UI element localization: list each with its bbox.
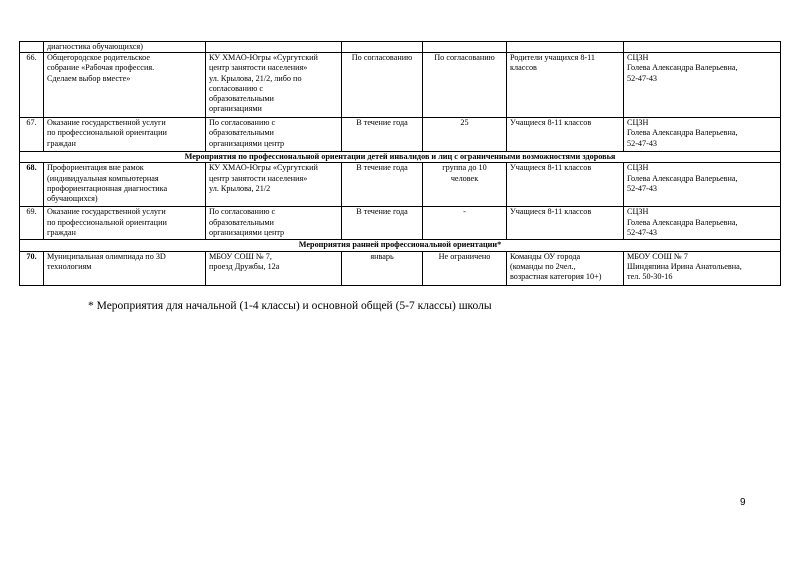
section-header-row bbox=[20, 152, 781, 163]
cell-event: Муниципальная олимпиада по 3D технологиям bbox=[44, 251, 206, 285]
cell-date: январь bbox=[342, 251, 423, 285]
cell-participants: Родители учащихся 8-11 классов bbox=[507, 53, 624, 118]
table-row-67 bbox=[20, 118, 781, 152]
cell-event: диагностика обучающихся) bbox=[44, 42, 206, 53]
section-header-row bbox=[20, 240, 781, 251]
cell-num: 66. bbox=[20, 53, 44, 118]
cell-participants: Команды ОУ города (команды по 2чел., возрастная категория 10+) bbox=[507, 251, 624, 285]
table-row-66 bbox=[20, 53, 781, 118]
cell-num: 68. bbox=[20, 163, 44, 207]
cell-responsible: СЦЗН Голева Александра Валерьевна, 52-47-43 bbox=[624, 207, 781, 240]
table-row-continuation bbox=[20, 42, 781, 53]
table-row-68 bbox=[20, 163, 781, 207]
cell-participants: Учащиеся 8-11 классов bbox=[507, 207, 624, 240]
cell-date: В течение года bbox=[342, 163, 423, 207]
cell-count: Не ограничено bbox=[423, 251, 507, 285]
footnote: * Мероприятия для начальной (1-4 классы) и основной общей (5-7 классы) школы bbox=[88, 300, 492, 312]
cell-count: группа до 10 человек bbox=[423, 163, 507, 207]
cell-event: Оказание государственной услуги по профессиональной ориентации граждан bbox=[44, 207, 206, 240]
cell-event: Профориентация вне рамок (индивидуальная компьютерная профориентационная диагностика обучающихся) bbox=[44, 163, 206, 207]
cell-num bbox=[20, 42, 44, 53]
cell-event: Оказание государственной услуги по профессиональной ориентации граждан bbox=[44, 118, 206, 152]
table-row-69 bbox=[20, 207, 781, 240]
cell-responsible bbox=[624, 42, 781, 53]
cell-responsible: СЦЗН Голева Александра Валерьевна, 52-47-43 bbox=[624, 53, 781, 118]
cell-place: МБОУ СОШ № 7, проезд Дружбы, 12а bbox=[206, 251, 342, 285]
cell-count: 25 bbox=[423, 118, 507, 152]
cell-participants: Учащиеся 8-11 классов bbox=[507, 163, 624, 207]
table-row-70 bbox=[20, 251, 781, 285]
cell-date: В течение года bbox=[342, 118, 423, 152]
cell-responsible: МБОУ СОШ № 7 Шиндяпина Ирина Анатольевна, тел. 50-30-16 bbox=[624, 251, 781, 285]
section-title-early: Мероприятия ранней профессиональной ориентации* bbox=[20, 240, 781, 251]
cell-place: По согласованию с образовательными организациями центр bbox=[206, 118, 342, 152]
cell-count bbox=[423, 42, 507, 53]
cell-count: По согласованию bbox=[423, 53, 507, 118]
page-number: 9 bbox=[740, 497, 746, 508]
cell-date: По согласованию bbox=[342, 53, 423, 118]
cell-responsible: СЦЗН Голева Александра Валерьевна, 52-47-43 bbox=[624, 163, 781, 207]
section-title-disabled: Мероприятия по профессиональной ориентации детей инвалидов и лиц с ограниченными возможностями здоровья bbox=[20, 152, 781, 163]
cell-date: В течение года bbox=[342, 207, 423, 240]
cell-count: - bbox=[423, 207, 507, 240]
cell-responsible: СЦЗН Голева Александра Валерьевна, 52-47-43 bbox=[624, 118, 781, 152]
cell-date bbox=[342, 42, 423, 53]
cell-place bbox=[206, 42, 342, 53]
events-table bbox=[19, 41, 781, 286]
cell-participants bbox=[507, 42, 624, 53]
cell-place: КУ ХМАО-Югры «Сургутский центр занятости населения» ул. Крылова, 21/2, либо по согласованию с образовательными организациями bbox=[206, 53, 342, 118]
cell-place: КУ ХМАО-Югры «Сургутский центр занятости населения» ул. Крылова, 21/2 bbox=[206, 163, 342, 207]
cell-place: По согласованию с образовательными организациями центр bbox=[206, 207, 342, 240]
cell-event: Общегородское родительское собрание «Рабочая профессия. Сделаем выбор вместе» bbox=[44, 53, 206, 118]
cell-num: 69. bbox=[20, 207, 44, 240]
cell-participants: Учащиеся 8-11 классов bbox=[507, 118, 624, 152]
cell-num: 67. bbox=[20, 118, 44, 152]
cell-num: 70. bbox=[20, 251, 44, 285]
